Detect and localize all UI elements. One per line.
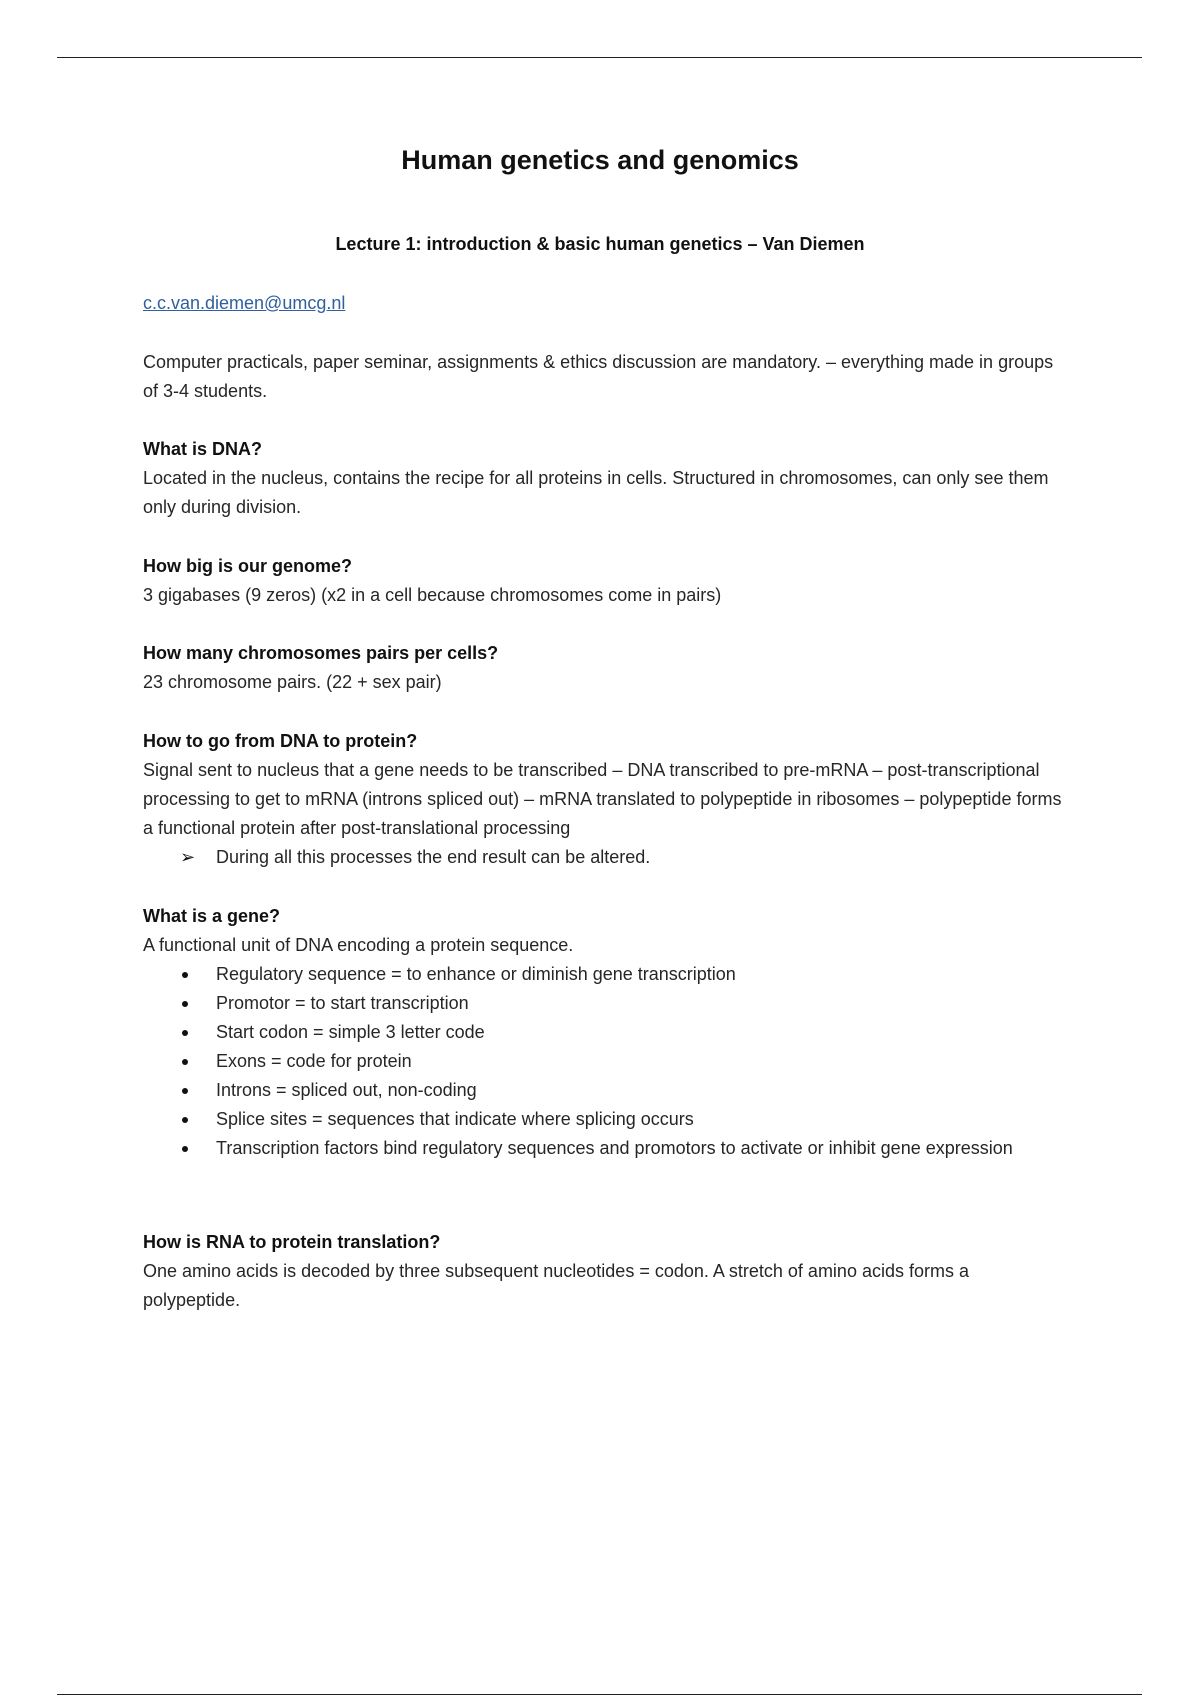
section-text: One amino acids is decoded by three subsequent nucleotides = codon. A stretch of amino acids forms a polypeptide. (143, 1261, 969, 1310)
arrow-bullet-icon: ➢ (180, 847, 196, 867)
section-heading: How is RNA to protein translation? (143, 1232, 441, 1252)
section-chromosome-pairs (143, 639, 1063, 697)
lecture-subtitle: Lecture 1: introduction & basic human genetics – Van Diemen (335, 234, 865, 254)
list-item-text: Exons = code for protein (216, 1051, 412, 1071)
header-rule (57, 57, 1142, 58)
page-title: Human genetics and genomics (401, 145, 799, 175)
list-item (143, 989, 1063, 1018)
section-text: 3 gigabases (9 zeros) (x2 in a cell because chromosomes come in pairs) (143, 585, 722, 605)
list-item (143, 843, 1063, 872)
section-what-is-dna (143, 435, 1063, 522)
bullet-icon (182, 1059, 188, 1065)
bullet-icon (182, 1030, 188, 1036)
section-heading: How big is our genome? (143, 556, 353, 576)
bullet-icon (182, 1001, 188, 1007)
list-item-text: Splice sites = sequences that indicate where splicing occurs (216, 1109, 694, 1129)
list-item-text: Regulatory sequence = to enhance or diminish gene transcription (216, 964, 736, 984)
arrow-list (143, 843, 1063, 872)
bullet-icon (182, 1146, 188, 1152)
bullet-icon (182, 1088, 188, 1094)
section-text: Signal sent to nucleus that a gene needs to be transcribed – DNA transcribed to pre-mRNA – post-transcriptional processing to get to mRNA (introns spliced out) – mRNA translated to polypeptide in ribosomes – polypeptide forms a functional protein after post-translational processing (143, 760, 1062, 838)
bullet-list (143, 960, 1063, 1163)
email-link[interactable]: c.c.van.diemen@umcg.nl (143, 293, 346, 313)
section-heading: How to go from DNA to protein? (143, 731, 418, 751)
list-item (143, 1076, 1063, 1105)
section-text: A functional unit of DNA encoding a protein sequence. (143, 935, 574, 955)
list-item-text: Start codon = simple 3 letter code (216, 1022, 485, 1042)
section-genome-size (143, 552, 1063, 610)
list-item-text: During all this processes the end result can be altered. (216, 847, 651, 867)
intro-paragraph: Computer practicals, paper seminar, assignments & ethics discussion are mandatory. – everything made in groups of 3-4 students. (143, 352, 1054, 401)
bullet-icon (182, 1117, 188, 1123)
list-item (143, 1105, 1063, 1134)
section-text: 23 chromosome pairs. (22 + sex pair) (143, 672, 442, 692)
bullet-icon (182, 972, 188, 978)
footer-rule (57, 1694, 1142, 1695)
list-item (143, 1047, 1063, 1076)
list-item (143, 1134, 1063, 1163)
section-text: Located in the nucleus, contains the recipe for all proteins in cells. Structured in chromosomes, can only see them only during division. (143, 468, 1049, 517)
section-rna-translation (143, 1228, 1063, 1315)
list-item-text: Transcription factors bind regulatory sequences and promotors to activate or inhibit gene expression (216, 1138, 1013, 1158)
section-heading: What is DNA? (143, 439, 262, 459)
section-dna-to-protein (143, 727, 1063, 872)
list-item-text: Promotor = to start transcription (216, 993, 469, 1013)
section-heading: How many chromosomes pairs per cells? (143, 643, 499, 663)
list-item (143, 1018, 1063, 1047)
list-item (143, 960, 1063, 989)
list-item-text: Introns = spliced out, non-coding (216, 1080, 477, 1100)
section-heading: What is a gene? (143, 906, 281, 926)
section-what-is-gene (143, 902, 1063, 1163)
